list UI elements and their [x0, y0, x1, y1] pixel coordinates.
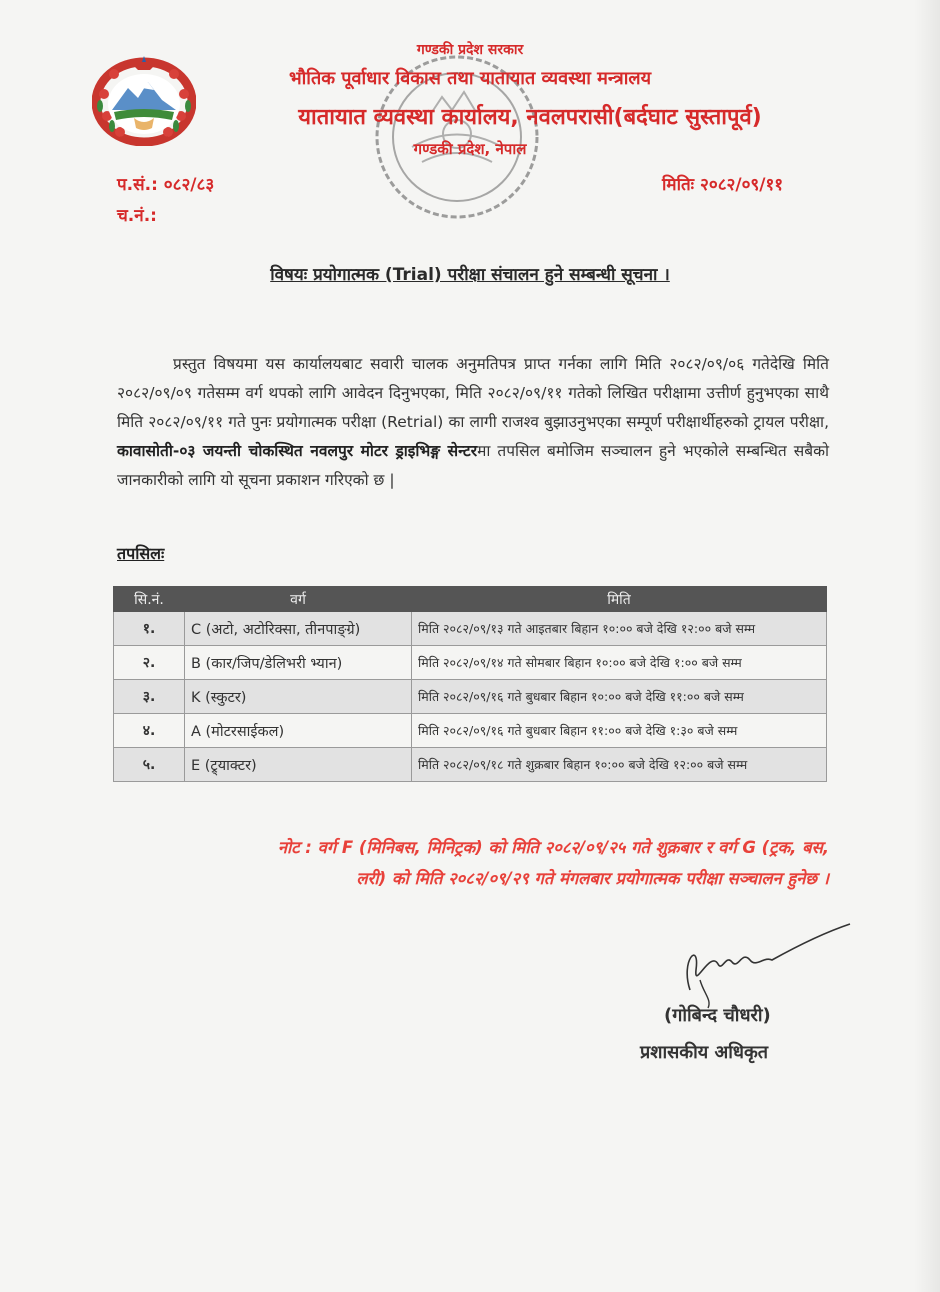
row-date: मिति २०८२/०९/१६ गते बुधबार बिहान १०:०० बजे देखि ११:०० बजे सम्म	[412, 680, 827, 714]
row-sn: २.	[114, 646, 185, 680]
header-office-name: यातायात व्यवस्था कार्यालय, नवलपरासी(बर्दघाट सुस्तापूर्व)	[298, 105, 762, 130]
subject-text: विषयः प्रयोगात्मक (Trial) परीक्षा संचालन हुने सम्बन्धी सूचना ।	[270, 265, 670, 285]
table-row	[114, 748, 827, 782]
row-category: K (स्कुटर)	[185, 680, 412, 714]
body-text-part1: प्रस्तुत विषयमा यस कार्यालयबाट सवारी चालक अनुमतिपत्र प्राप्त गर्नका लागि मिति २०८२/०९/०६ गतेदेखि मिति २०८२/०९/०९ गतेसम्म वर्ग थपको लागि आवेदन दिनुभएका, मिति २०८२/०९/११ गतेको लिखित परीक्षामा उत्तीर्ण हुनुभएका साथै मिति २०८२/०९/११ गते पुनः प्रयोगात्मक परीक्षा (Retrial) का लागी राजश्व बुझाउनुभएका सम्पूर्ण परीक्षार्थीहरुको ट्रायल परीक्षा,	[117, 355, 829, 431]
row-date: मिति २०८२/०९/१६ गते बुधबार बिहान ११:०० बजे देखि १:३० बजे सम्म	[412, 714, 827, 748]
note-line-1: नोट : वर्ग F (मिनिबस, मिनिट्रक) को मिति २०८२/०९/२५ गते शुक्रबार र वर्ग G (ट्रक, बस,	[277, 838, 829, 857]
row-sn: ५.	[114, 748, 185, 782]
row-sn: १.	[114, 612, 185, 646]
table-row	[114, 714, 827, 748]
schedule-heading: तपसिलः	[117, 544, 165, 563]
body-venue-bold: कावासोती-०३ जयन्ती चोकस्थित नवलपुर मोटर ड्राइभिङ्ग सेन्टर	[117, 442, 478, 460]
handwritten-signature	[660, 920, 860, 1010]
signatory-designation: प्रशासकीय अधिकृत	[640, 1042, 769, 1063]
table-row	[114, 646, 827, 680]
header-province-country: गण्डकी प्रदेश, नेपाल	[413, 140, 527, 158]
letter-reference-number: प.सं.: ०८२/८३	[117, 175, 215, 195]
column-header-sn: सि.नं.	[114, 587, 185, 612]
row-sn: ३.	[114, 680, 185, 714]
table-row	[114, 612, 827, 646]
column-header-category: वर्ग	[185, 587, 412, 612]
note-text	[117, 832, 829, 894]
row-date: मिति २०८२/०९/१३ गते आइतबार बिहान १०:०० बजे देखि १२:०० बजे सम्म	[412, 612, 827, 646]
page-edge-shadow	[914, 0, 940, 1292]
row-date: मिति २०८२/०९/१४ गते सोमबार बिहान १०:०० बजे देखि १:०० बजे सम्म	[412, 646, 827, 680]
row-category: E (ट्र्याक्टर)	[185, 748, 412, 782]
table-header-row	[114, 587, 827, 612]
schedule-table	[113, 586, 827, 782]
table-row	[114, 680, 827, 714]
row-category: B (कार/जिप/डेलिभरी भ्यान)	[185, 646, 412, 680]
signatory-name: (गोबिन्द चौधरी)	[664, 1005, 771, 1026]
header-ministry: भौतिक पूर्वाधार विकास तथा यातायात व्यवस्था मन्त्रालय	[288, 68, 652, 89]
row-category: A (मोटरसाईकल)	[185, 714, 412, 748]
note-line-2: लरी) को मिति २०८२/०९/२९ गते मंगलबार प्रयोगात्मक परीक्षा सञ्चालन हुनेछ ।	[356, 869, 829, 888]
row-category: C (अटो, अटोरिक्सा, तीनपाङ्ग्रे)	[185, 612, 412, 646]
letter-date: मितिः २०८२/०९/११	[662, 175, 784, 195]
notice-body	[117, 350, 829, 495]
row-sn: ४.	[114, 714, 185, 748]
row-date: मिति २०८२/०९/१८ गते शुक्रबार बिहान १०:०० बजे देखि १२:०० बजे सम्म	[412, 748, 827, 782]
header-province-government: गण्डकी प्रदेश सरकार	[416, 42, 524, 58]
dispatch-number: च.नं.:	[117, 206, 157, 226]
body-text-part2: मा तपसिल बमोजिम सञ्चालन हुने भएकोले सम्बन्धित सबैको जानकारीको लागि यो सूचना प्रकाशन गरिएको छ |	[117, 442, 829, 489]
subject-line	[0, 262, 940, 285]
column-header-date: मिति	[412, 587, 827, 612]
